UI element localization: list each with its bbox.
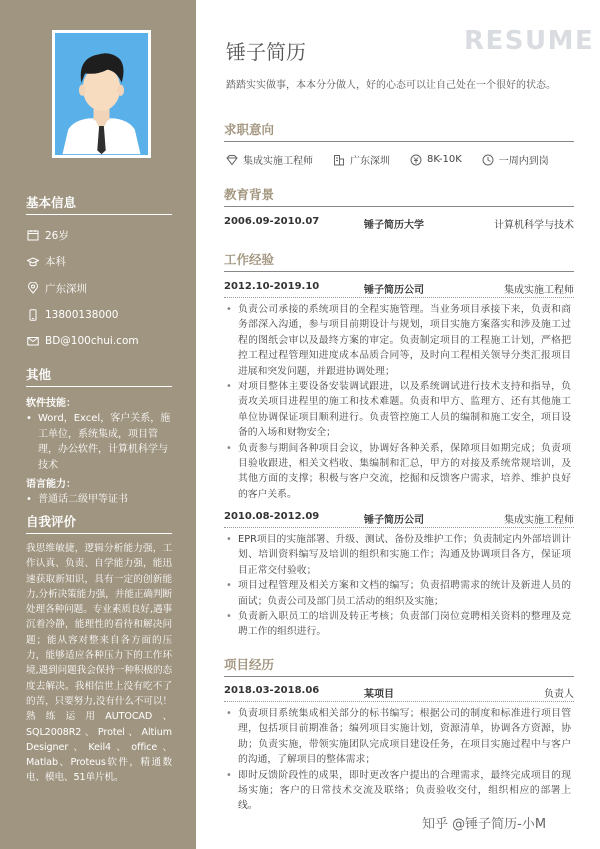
- info-phone: [26, 302, 172, 329]
- info-email: [26, 328, 172, 355]
- education-date: 2006.09-2010.07: [224, 216, 320, 227]
- work-1-position: 集成实施工程师: [504, 285, 574, 296]
- project-list: [226, 706, 571, 814]
- intent-row: [226, 152, 569, 167]
- work-row-2: [224, 511, 574, 526]
- education-title: 教育背景: [224, 185, 574, 207]
- project-name: 某项目: [364, 689, 394, 700]
- self-evaluation-text: 我思维敏捷，逻辑分析能力强，工作认真、负责、自学能力强，能迅速获取新知识，具有一定的创新能力,分析决策能力强，并能正确判断处理各种问题。专业素质良好,遇事沉着冷静，能理性的看待和解决问题；能从容对整来自各方面的压力，能够适应各种压力下的工作环境,遇到问题我会保持一种积极的态度去解决。我相信世上没有吃不了的苦，只要努力,没有什么不可以！熟练运用AUTOCAD、SQL2008R2、Protel、Altium Designer、Keil4、office、Matlab、Proteus软件，精通数电、模电、51单片机。: [26, 543, 172, 784]
- other-section: [26, 365, 172, 508]
- intent-title: 求职意向: [224, 120, 574, 142]
- building-icon: [333, 154, 345, 166]
- resume-heading-word: RESUME: [464, 26, 595, 56]
- location-text: 广东深圳: [45, 282, 87, 295]
- project-date: 2018.03-2018.06: [224, 685, 320, 696]
- list-item: • 负责公司承接的系统项目的全程实施管理。当业务项目承接下来，负责和商务部深入沟通，参与项目前期设计与规划，项目实施方案落实和涉及施工过程的图纸会审以及最终方案的审定。负责制定项目的工程施工计划，严格把控工程过程管理知进度成本品质合同等，及时向工程相关领导分类汇报项目进展和突发问题，并跟进协调处理；: [226, 304, 571, 377]
- basic-info-title: 基本信息: [26, 193, 172, 215]
- work-1-date: 2012.10-2019.10: [224, 281, 320, 292]
- project-row: [224, 685, 574, 700]
- divider: [224, 527, 574, 528]
- info-education: [26, 249, 172, 276]
- list-item: • 负责参与期间各种项目会议，协调好各种关系，保障项目如期完成；负责项目验收跟进，相关文档收、集编制和汇总，甲方的对接及系统常规培训，及其他方面的支撑；积极与客户交流，挖掘和反馈客户需求，培养、维护良好的客户关系。: [226, 442, 571, 500]
- list-item: • 项目过程管理及相关方案和文档的编写；负责招聘需求的统计及新进人员的面试；负责公司及部门员工活动的组织及实施；: [226, 580, 571, 607]
- avatar: [52, 30, 151, 158]
- work-2-company: 锤子简历公司: [364, 515, 424, 526]
- language-item: • 普通话二级甲等证书: [26, 494, 128, 505]
- phone-text: 13800138000: [45, 308, 119, 321]
- sidebar: [0, 0, 196, 849]
- work-title: 工作经验: [224, 250, 574, 272]
- work-2-position: 集成实施工程师: [504, 515, 574, 526]
- info-age: [26, 222, 172, 249]
- divider: [224, 701, 574, 702]
- info-location: [26, 275, 172, 302]
- education-school: 锤子简历大学: [364, 220, 424, 231]
- intent-city: 广东深圳: [333, 152, 390, 167]
- education-row: [224, 216, 574, 231]
- list-item: • 即时反馈阶段性的成果，即时更改客户提出的合理需求，最终完成项目的现场实施；客户的日常技术交流及联络；负责验收交付，组织相应的部署上线。: [226, 769, 571, 812]
- intent-position: 集成实施工程师: [226, 152, 313, 167]
- basic-info-section: [26, 193, 172, 355]
- language-heading: 语言能力：: [26, 479, 76, 490]
- avatar-illustration: [55, 33, 148, 155]
- email-text: BD@100chui.com: [45, 335, 139, 348]
- self-evaluation-section: [26, 512, 172, 786]
- watermark: 知乎 @锤子简历-小M: [422, 817, 547, 832]
- diamond-icon: [226, 154, 238, 166]
- intent-availability: 一周内到岗: [482, 152, 549, 167]
- divider: [224, 297, 574, 298]
- work-2-list: [226, 532, 571, 640]
- other-title: 其他: [26, 365, 172, 387]
- self-evaluation-title: 自我评价: [26, 512, 172, 534]
- age-text: 26岁: [45, 229, 69, 242]
- list-item: • 负责新入职员工的培训及转正考核；负责部门岗位竞聘相关资料的整理及竞聘工作的组织进行。: [226, 611, 571, 638]
- clock-icon: [482, 154, 494, 166]
- work-1-list: [226, 302, 571, 502]
- resume-name: 锤子简历: [226, 40, 306, 64]
- project-title: 项目经历: [224, 655, 574, 677]
- location-pin-icon: [26, 281, 40, 295]
- money-icon: [410, 154, 422, 166]
- phone-icon: [26, 308, 40, 322]
- education-major: 计算机科学与技术: [494, 220, 574, 231]
- software-skills-heading: 软件技能：: [26, 398, 76, 409]
- intent-salary: 8K-10K: [410, 154, 462, 166]
- work-row-1: [224, 281, 574, 296]
- list-item: • EPR项目的实施部署、升级、测试、备份及维护工作；负责制定内外部培训计划、培训资料编写及培训的组织和实施工作；沟通及协调项目各方，保证项目正常交付验收；: [226, 534, 571, 576]
- list-item: • 对项目整体主要设备安装调试跟进，以及系统调试进行技术支持和指导，负责攻关项目进程里的施工和技术难题。负责和甲方、监理方、还有其他施工单位协调保证项目顺利进行。负责管控施工人员的编制和施工安全，项目设备的入场和财物安全；: [226, 381, 571, 439]
- graduation-cap-icon: [26, 255, 40, 269]
- list-item: • 负责项目系统集成相关部分的标书编写；根据公司的制度和标准进行项目管理，包括项目前期准备；编列项目实施计划，资源清单，协调各方资源，协助；负责实施，带领实施团队完成项目建设任务，在项目实施过程中与客户的沟通，了解项目的整体需求；: [226, 708, 571, 766]
- education-text: 本科: [45, 256, 66, 269]
- project-role: 负责人: [544, 689, 574, 700]
- envelope-icon: [26, 334, 40, 348]
- calendar-icon: [26, 228, 40, 242]
- software-skills-item: • Word，Excel，客户关系，施工单位，系统集成，项目管理，办公软件，计算机科学与技术: [26, 413, 171, 471]
- work-2-date: 2010.08-2012.09: [224, 511, 320, 522]
- motto: 踏踏实实做事，本本分分做人，好的心态可以让自己处在一个很好的状态。: [226, 80, 556, 91]
- work-1-company: 锤子简历公司: [364, 285, 424, 296]
